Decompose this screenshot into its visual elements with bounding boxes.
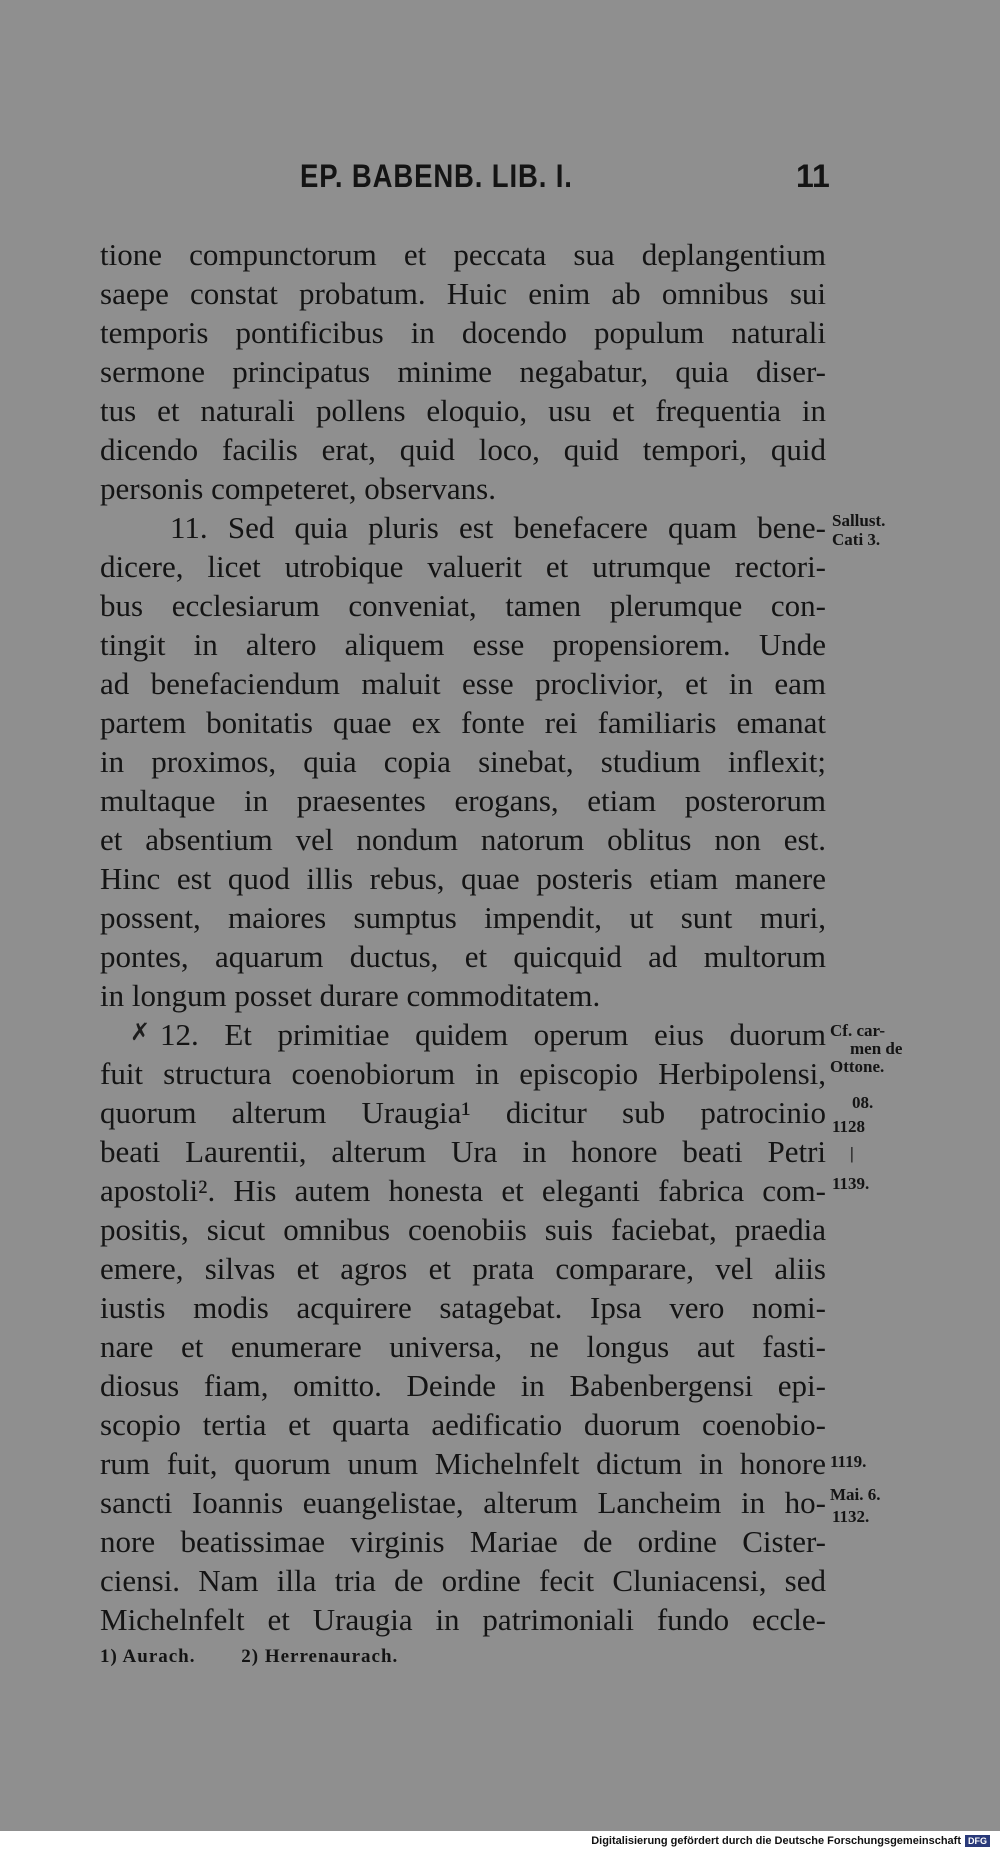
text-line: in longum posset durare commoditatem. [100, 978, 601, 1013]
handwritten-cross-mark: ✗ [130, 1020, 151, 1046]
text-line: nore beatissimae virginis Mariae de ordine Cister- [100, 1524, 826, 1559]
text-line: 12. Et primitiae quidem operum eius duorum [160, 1017, 826, 1052]
margin-note-sallust: Sallust. [832, 511, 886, 530]
margin-note-date-1119: 1119. [830, 1452, 867, 1471]
footnote-1: 1) Aurach. [100, 1646, 196, 1667]
text-line: rum fuit, quorum unum Michelnfelt dictum in honore [100, 1446, 826, 1481]
text-line: diosus fiam, omitto. Deinde in Babenbergensi epi- [100, 1368, 826, 1403]
margin-note-date-1128: 1128 [832, 1117, 866, 1136]
text-line: 11. Sed quia pluris est benefacere quam bene- [170, 510, 826, 545]
page-number: 11 [796, 158, 830, 194]
margin-note-sallust-ref: Cati 3. [832, 530, 881, 549]
text-line: fuit structura coenobiorum in episcopio Herbipolensi, [100, 1056, 826, 1091]
text-line: positis, sicut omnibus coenobiis suis faciebat, praedia [100, 1212, 826, 1247]
text-line: beati Laurentii, alterum Ura in honore beati Petri [100, 1134, 826, 1169]
text-line: scopio tertia et quarta aedificatio duorum coenobio- [100, 1407, 826, 1442]
text-line: apostoli². His autem honesta et eleganti fabrica com- [100, 1173, 826, 1208]
text-line: bus ecclesiarum conveniat, tamen plerumque con- [100, 588, 826, 623]
margin-note-cf-2: men de [850, 1039, 903, 1058]
text-line: pontes, aquarum ductus, et quicquid ad multorum [100, 939, 826, 974]
margin-note-cf-3: Ottone. [830, 1057, 885, 1076]
margin-note-date-1139: 1139. [832, 1174, 870, 1193]
text-line: Michelnfelt et Uraugia in patrimoniali fundo eccle- [100, 1602, 826, 1637]
text-line: possent, maiores sumptus impendit, ut sunt muri, [100, 900, 826, 935]
text-line: sancti Ioannis euangelistae, alterum Lancheim in ho- [100, 1485, 826, 1520]
margin-note-date-08: 08. [852, 1093, 874, 1112]
text-line: ad benefaciendum maluit esse proclivior, et in eam [100, 666, 826, 701]
margin-note-cf: Cf. car- [830, 1021, 886, 1040]
text-line: nare et enumerare universa, ne longus aut fasti- [100, 1329, 826, 1364]
text-line: dicere, licet utrobique valuerit et utrumque rectori- [100, 549, 826, 584]
text-line: tione compunctorum et peccata sua deplangentium [100, 237, 826, 272]
text-line: emere, silvas et agros et prata comparare, vel aliis [100, 1251, 826, 1286]
credit-text: Digitalisierung gefördert durch die Deutsche Forschungsgemeinschaft [591, 1835, 961, 1847]
text-line: Hinc est quod illis rebus, quae posteris etiam manere [100, 861, 826, 896]
text-line: dicendo facilis erat, quid loco, quid tempori, quid [100, 432, 826, 467]
text-line: iustis modis acquirere satagebat. Ipsa vero nomi- [100, 1290, 826, 1325]
text-line: in proximos, quia copia sinebat, studium inflexit; [100, 744, 826, 779]
text-line: ciensi. Nam illa tria de ordine fecit Cluniacensi, sed [100, 1563, 826, 1598]
digitization-credit [587, 1835, 990, 1847]
text-line: personis competeret, observans. [100, 471, 496, 506]
footnotes [100, 1646, 438, 1668]
dfg-logo: DFG [965, 1835, 990, 1847]
text-line: sermone principatus minime negabatur, quia diser- [100, 354, 826, 389]
text-line: multaque in praesentes erogans, etiam posterorum [100, 783, 826, 818]
text-line: et absentium vel nondum natorum oblitus non est. [100, 822, 826, 857]
text-line: saepe constat probatum. Huic enim ab omnibus sui [100, 276, 826, 311]
margin-note-date-mai: Mai. 6. [830, 1485, 881, 1504]
text-line: temporis pontificibus in docendo populum naturali [100, 315, 826, 350]
footnote-2: 2) Herrenaurach. [241, 1646, 399, 1667]
margin-note-date-1132: 1132. [832, 1507, 870, 1526]
text-line: quorum alterum Uraugia¹ dicitur sub patrocinio [100, 1095, 826, 1130]
text-line: tingit in altero aliquem esse propensiorem. Unde [100, 627, 826, 662]
margin-note-date-bar: | [850, 1144, 854, 1163]
text-line: tus et naturali pollens eloquio, usu et frequentia in [100, 393, 826, 428]
text-line: partem bonitatis quae ex fonte rei familiaris emanat [100, 705, 826, 740]
running-title: EP. BABENB. LIB. I. [300, 158, 573, 194]
